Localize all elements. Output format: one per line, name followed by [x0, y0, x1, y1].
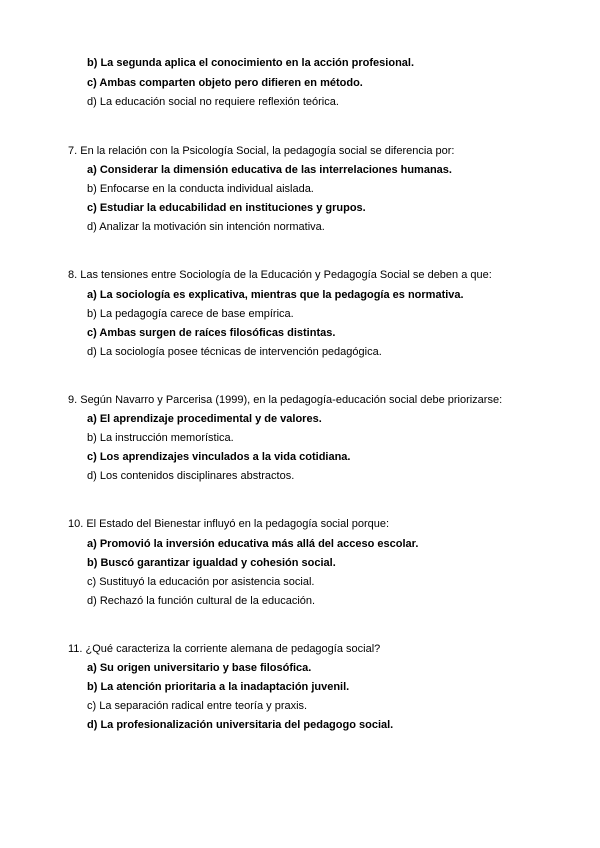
answer-option: d) La educación social no requiere reflexión teórica. — [87, 96, 339, 108]
answer-option: c) Ambas comparten objeto pero difieren en método. — [87, 77, 363, 89]
answer-option: c) Estudiar la educabilidad en instituciones y grupos. — [87, 202, 366, 214]
answer-option: b) La instrucción memorística. — [87, 432, 234, 444]
answer-option: c) Ambas surgen de raíces filosóficas distintas. — [87, 327, 336, 339]
answer-option: c) Sustituyó la educación por asistencia social. — [87, 576, 315, 588]
answer-option: d) La profesionalización universitaria del pedagogo social. — [87, 719, 394, 731]
answer-option: b) La atención prioritaria a la inadaptación juvenil. — [87, 681, 350, 693]
answer-option: a) Considerar la dimensión educativa de las interrelaciones humanas. — [87, 164, 452, 176]
answer-option: d) La sociología posee técnicas de intervención pedagógica. — [87, 346, 382, 358]
answer-option: b) Enfocarse en la conducta individual aislada. — [87, 183, 314, 195]
question-text: 7. En la relación con la Psicología Social, la pedagogía social se diferencia por: — [68, 145, 455, 157]
answer-option: c) Los aprendizajes vinculados a la vida cotidiana. — [87, 451, 351, 463]
answer-option: b) Buscó garantizar igualdad y cohesión social. — [87, 557, 336, 569]
answer-option: d) Analizar la motivación sin intención normativa. — [87, 221, 325, 233]
question-text: 10. El Estado del Bienestar influyó en la pedagogía social porque: — [68, 518, 390, 530]
answer-option: d) Rechazó la función cultural de la educación. — [87, 595, 316, 607]
answer-option: a) Promovió la inversión educativa más allá del acceso escolar. — [87, 538, 419, 550]
answer-option: a) Su origen universitario y base filosófica. — [87, 662, 312, 674]
answer-option: a) La sociología es explicativa, mientras que la pedagogía es normativa. — [87, 289, 464, 301]
answer-option: b) La segunda aplica el conocimiento en la acción profesional. — [87, 57, 415, 69]
question-text: 9. Según Navarro y Parcerisa (1999), en la pedagogía-educación social debe priorizarse: — [68, 394, 503, 406]
answer-option: a) El aprendizaje procedimental y de valores. — [87, 413, 322, 425]
question-text: 11. ¿Qué caracteriza la corriente alemana de pedagogía social? — [68, 643, 381, 655]
answer-option: c) La separación radical entre teoría y praxis. — [87, 700, 308, 712]
answer-option: d) Los contenidos disciplinares abstractos. — [87, 470, 295, 482]
question-text: 8. Las tensiones entre Sociología de la Educación y Pedagogía Social se deben a que: — [68, 269, 492, 281]
answer-option: b) La pedagogía carece de base empírica. — [87, 308, 294, 320]
